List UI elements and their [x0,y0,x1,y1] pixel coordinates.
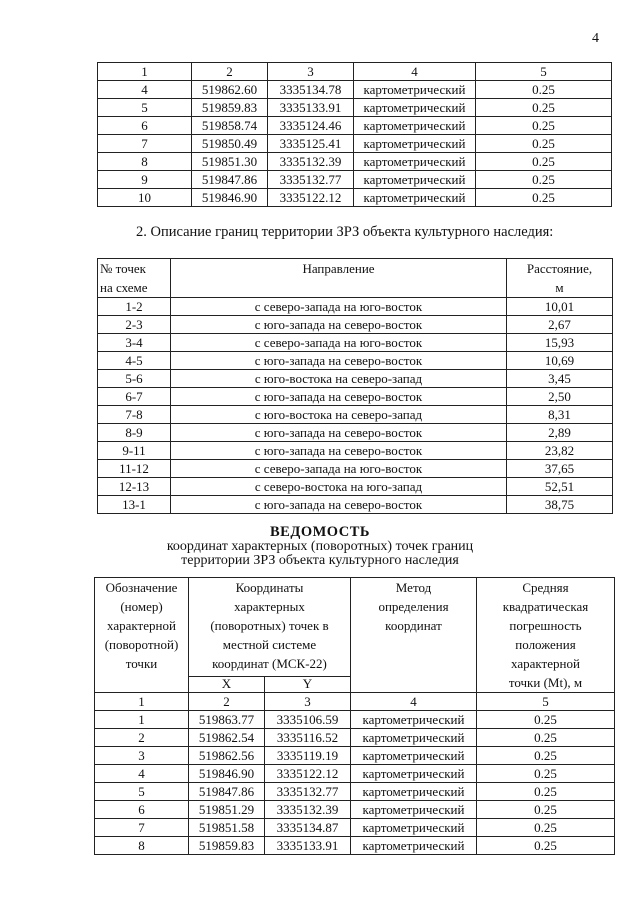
error-mt: 0.25 [477,747,615,765]
point-number: 7 [98,135,192,153]
header-line: характерной [107,618,176,633]
coord-y: 3335116.52 [265,729,351,747]
method: картометрический [351,729,477,747]
coordinates-table-continued [97,62,612,207]
point-number: 9 [98,171,192,189]
distance: 23,82 [507,442,613,460]
table-row [98,352,613,370]
vedomost-subtitle: координат характерных (поворотных) точек границ [166,539,474,554]
table-row [95,711,615,729]
distance: 2,67 [507,316,613,334]
point-number: 4 [98,81,192,99]
header-line: Координаты [235,580,304,595]
coord-x: 519847.86 [192,171,268,189]
coord-y: 3335106.59 [265,711,351,729]
method: картометрический [354,153,476,171]
method: картометрический [351,837,477,855]
error-mt: 0.25 [476,135,612,153]
point-number: 5 [98,99,192,117]
table-header-row [98,259,613,298]
coord-x: 519862.60 [192,81,268,99]
table-row [98,370,613,388]
vedomost-coordinates-table [94,577,615,855]
method: картометрический [354,171,476,189]
header-line: положения [515,637,576,652]
distance: 15,93 [507,334,613,352]
direction: с юго-запада на северо-восток [171,424,507,442]
coord-x: 519851.30 [192,153,268,171]
coord-x: 519847.86 [189,783,265,801]
coord-y: 3335134.78 [268,81,354,99]
table-row [95,837,615,855]
header-point-number [98,259,171,298]
error-mt: 0.25 [476,117,612,135]
header-line: точки [125,656,158,671]
header-direction: Направление [171,259,507,298]
segment: 13-1 [98,496,171,514]
coord-y: 3335132.77 [265,783,351,801]
header-line: Метод [395,580,432,595]
header-line: № точек [100,261,146,276]
point-number: 1 [95,711,189,729]
table-row [98,388,613,406]
point-number: 6 [95,801,189,819]
header-distance [507,259,613,298]
column-number: 2 [192,63,268,81]
direction: с юго-востока на северо-запад [171,406,507,424]
direction: с северо-запада на юго-восток [171,298,507,316]
point-number: 8 [98,153,192,171]
error-mt: 0.25 [477,711,615,729]
header-line: м [555,280,564,295]
table-row [98,478,613,496]
coord-x: 519862.54 [189,729,265,747]
direction: с юго-востока на северо-запад [171,370,507,388]
column-number: 2 [189,693,265,711]
table-header-row [98,63,612,81]
point-number: 4 [95,765,189,783]
header-coordinates [189,578,351,677]
coord-y: 3335122.12 [268,189,354,207]
method: картометрический [354,117,476,135]
distance: 3,45 [507,370,613,388]
coord-y: 3335132.77 [268,171,354,189]
vedomost-title: ВЕДОМОСТЬ [270,524,370,540]
column-number: 5 [477,693,615,711]
table-row [98,171,612,189]
table-row [95,729,615,747]
coord-y: 3335119.19 [265,747,351,765]
point-number: 5 [95,783,189,801]
segment: 7-8 [98,406,171,424]
segment: 5-6 [98,370,171,388]
point-number: 3 [95,747,189,765]
column-number: 4 [354,63,476,81]
method: картометрический [354,81,476,99]
method: картометрический [351,711,477,729]
coord-x: 519863.77 [189,711,265,729]
table-row [95,747,615,765]
header-method [351,578,477,693]
coord-x: 519851.29 [189,801,265,819]
coord-x: 519862.56 [189,747,265,765]
direction: с юго-запада на северо-восток [171,442,507,460]
page-number: 4 [592,31,599,46]
method: картометрический [351,765,477,783]
coord-y: 3335125.41 [268,135,354,153]
boundary-description-table [97,258,613,514]
table-row [98,316,613,334]
header-line: на схеме [100,280,148,295]
point-number: 2 [95,729,189,747]
table-row [98,298,613,316]
method: картометрический [354,99,476,117]
error-mt: 0.25 [476,81,612,99]
direction: с юго-запада на северо-восток [171,388,507,406]
table-numbering-row [95,693,615,711]
error-mt: 0.25 [476,99,612,117]
column-number: 5 [476,63,612,81]
table-row [98,334,613,352]
direction: с северо-запада на юго-восток [171,334,507,352]
segment: 8-9 [98,424,171,442]
segment: 9-11 [98,442,171,460]
header-x: X [189,676,265,692]
segment: 12-13 [98,478,171,496]
direction: с юго-запада на северо-восток [171,352,507,370]
segment: 11-12 [98,460,171,478]
header-error [477,578,615,693]
method: картометрический [354,189,476,207]
coord-x: 519859.83 [189,837,265,855]
coord-x: 519859.83 [192,99,268,117]
table-row [98,189,612,207]
table-row [98,153,612,171]
error-mt: 0.25 [477,819,615,837]
table-row [98,406,613,424]
coord-y: 3335134.87 [265,819,351,837]
distance: 2,50 [507,388,613,406]
header-line: местной системе [222,637,317,652]
header-line: характерных [234,599,305,614]
coord-x: 519846.90 [189,765,265,783]
table-row [98,135,612,153]
header-line: Расстояние, [526,261,593,276]
coord-y: 3335133.91 [268,99,354,117]
column-number: 3 [265,693,351,711]
distance: 37,65 [507,460,613,478]
direction: с северо-востока на юго-запад [171,478,507,496]
header-line: характерной [511,656,580,671]
coord-y: 3335132.39 [268,153,354,171]
point-number: 8 [95,837,189,855]
error-mt: 0.25 [477,801,615,819]
section-heading: 2. Описание границ территории ЗРЗ объекта культурного наследия: [136,224,554,240]
table-row [98,81,612,99]
distance: 38,75 [507,496,613,514]
header-line: (номер) [120,599,163,614]
point-number: 6 [98,117,192,135]
column-number: 1 [95,693,189,711]
header-line: Обозначение [105,580,178,595]
header-line: точки (Mt), м [508,675,583,690]
vedomost-subtitle: территории ЗРЗ объекта культурного наследия [181,553,459,568]
table-row [98,496,613,514]
method: картометрический [351,801,477,819]
column-number: 4 [351,693,477,711]
coord-y: 3335132.39 [265,801,351,819]
column-number: 1 [98,63,192,81]
table-row [98,99,612,117]
header-line: квадратическая [502,599,589,614]
segment: 4-5 [98,352,171,370]
column-number: 3 [268,63,354,81]
header-line: (поворотных) точек в [210,618,329,633]
method: картометрический [351,747,477,765]
segment: 6-7 [98,388,171,406]
coord-y: 3335124.46 [268,117,354,135]
distance: 2,89 [507,424,613,442]
table-row [98,117,612,135]
header-designation [95,578,189,693]
header-y: Y [265,676,351,692]
header-line: погрешность [509,618,582,633]
header-line: определения [378,599,449,614]
distance: 52,51 [507,478,613,496]
error-mt: 0.25 [476,153,612,171]
table-header-row [95,578,615,677]
header-line: (поворотной) [104,637,179,652]
table-row [98,442,613,460]
coord-y: 3335133.91 [265,837,351,855]
method: картометрический [354,135,476,153]
error-mt: 0.25 [477,837,615,855]
error-mt: 0.25 [476,189,612,207]
table-row [95,783,615,801]
coord-x: 519846.90 [192,189,268,207]
table-row [95,801,615,819]
distance: 10,69 [507,352,613,370]
table-row [95,819,615,837]
error-mt: 0.25 [477,729,615,747]
header-line: координат [385,618,442,633]
header-line: Средняя [522,580,569,595]
error-mt: 0.25 [477,765,615,783]
table-row [95,765,615,783]
direction: с юго-запада на северо-восток [171,496,507,514]
segment: 1-2 [98,298,171,316]
error-mt: 0.25 [477,783,615,801]
point-number: 7 [95,819,189,837]
error-mt: 0.25 [476,171,612,189]
coord-x: 519850.49 [192,135,268,153]
direction: с юго-запада на северо-восток [171,316,507,334]
segment: 2-3 [98,316,171,334]
table-row [98,424,613,442]
coord-y: 3335122.12 [265,765,351,783]
segment: 3-4 [98,334,171,352]
method: картометрический [351,783,477,801]
header-line: координат (МСК-22) [212,656,327,671]
coord-x: 519851.58 [189,819,265,837]
distance: 10,01 [507,298,613,316]
method: картометрический [351,819,477,837]
table-row [98,460,613,478]
direction: с северо-запада на юго-восток [171,460,507,478]
point-number: 10 [98,189,192,207]
coord-x: 519858.74 [192,117,268,135]
distance: 8,31 [507,406,613,424]
